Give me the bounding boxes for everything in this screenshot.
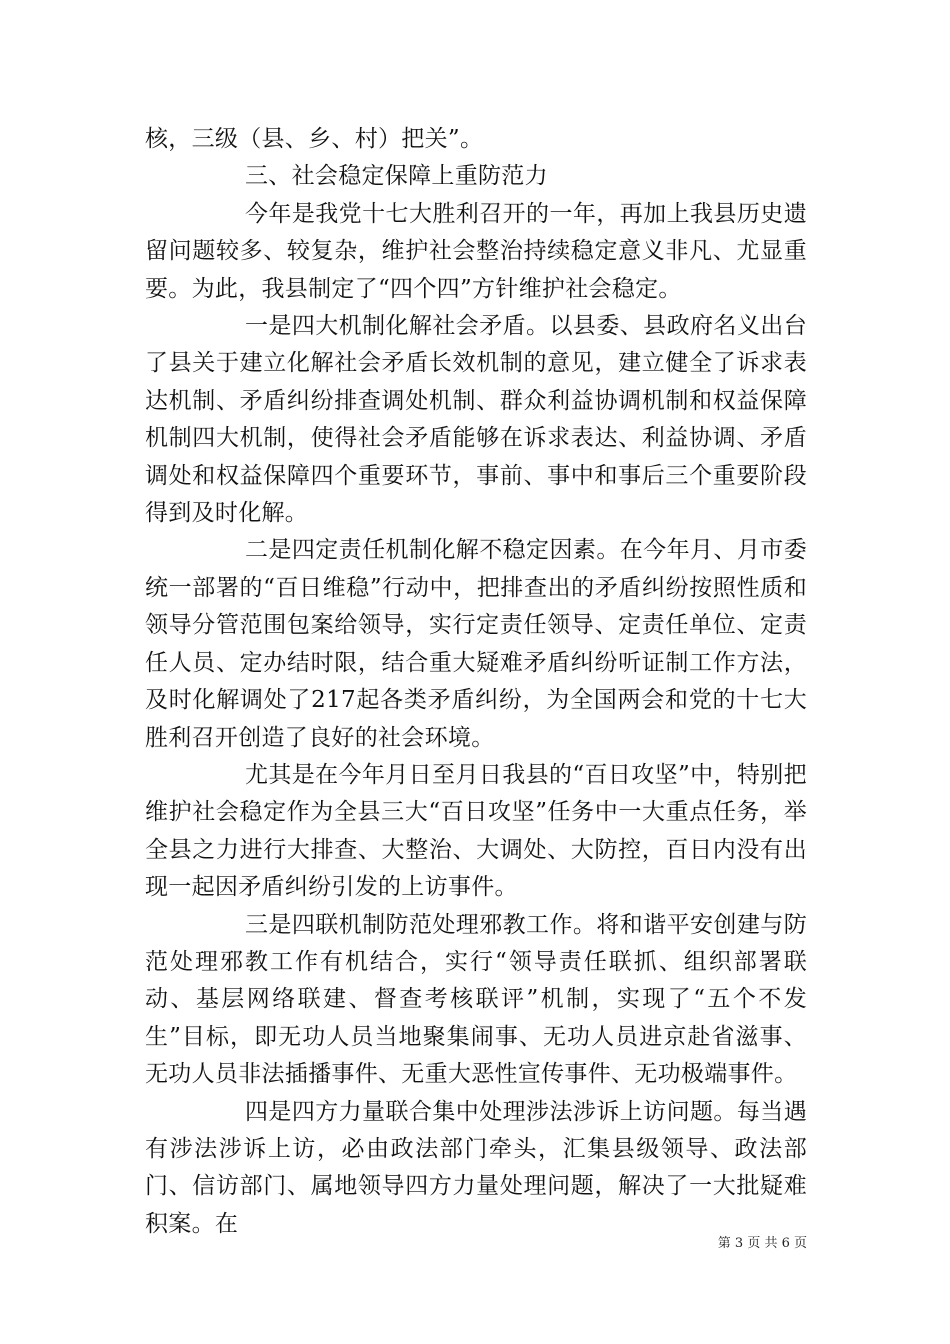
paragraph-point-two: 二是四定责任机制化解不稳定因素。在今年月、月市委统一部署的“百日维稳”行动中，把排查出的矛盾纠纷按照性质和领导分管范围包案给领导，实行定责任领导、定责任单位、定责任人员、定办结时限，结合重大疑难矛盾纠纷听证制工作方法，及时化解调处了217起各类矛盾纠纷，为全国两会和党的十七大胜利召开创造了良好的社会环境。 (145, 537, 807, 751)
paragraph-hundred-days: 尤其是在今年月日至月日我县的“百日攻坚”中，特别把维护社会稳定作为全县三大“百日攻坚”任务中一大重点任务，举全县之力进行大排查、大整治、大调处、大防控，百日内没有出现一起因矛盾纠纷引发的上访事件。 (145, 761, 807, 901)
paragraph-continuation: 核，三级（县、乡、村）把关”。 (145, 126, 484, 152)
paragraph-intro: 今年是我党十七大胜利召开的一年，再加上我县历史遗留问题较多、较复杂，维护社会整治持续稳定意义非凡、尤显重要。为此，我县制定了“四个四”方针维护社会稳定。 (145, 200, 807, 302)
document-body (145, 121, 807, 1243)
paragraph-point-one: 一是四大机制化解社会矛盾。以县委、县政府名义出台了县关于建立化解社会矛盾长效机制的意见，建立健全了诉求表达机制、矛盾纠纷排查调处机制、群众利益协调机制和权益保障机制四大机制，使得社会矛盾能够在诉求表达、利益协调、矛盾调处和权益保障四个重要环节，事前、事中和事后三个重要阶段得到及时化解。 (145, 313, 807, 527)
paragraph-point-four: 四是四方力量联合集中处理涉法涉诉上访问题。每当遇有涉法涉诉上访，必由政法部门牵头，汇集县级领导、政法部门、信访部门、属地领导四方力量处理问题，解决了一大批疑难积案。在 (145, 1098, 807, 1237)
paragraph-point-three: 三是四联机制防范处理邪教工作。将和谐平安创建与防范处理邪教工作有机结合，实行“领导责任联抓、组织部署联动、基层网络联建、督查考核联评”机制，实现了“五个不发生”目标，即无功人员当地聚集闹事、无功人员进京赴省滋事、无功人员非法插播事件、无重大恶性宣传事件、无功极端事件。 (145, 911, 807, 1088)
section-heading: 三、社会稳定保障上重防范力 (245, 163, 548, 190)
page-number: 第 3 页 共 6 页 (717, 1236, 807, 1251)
